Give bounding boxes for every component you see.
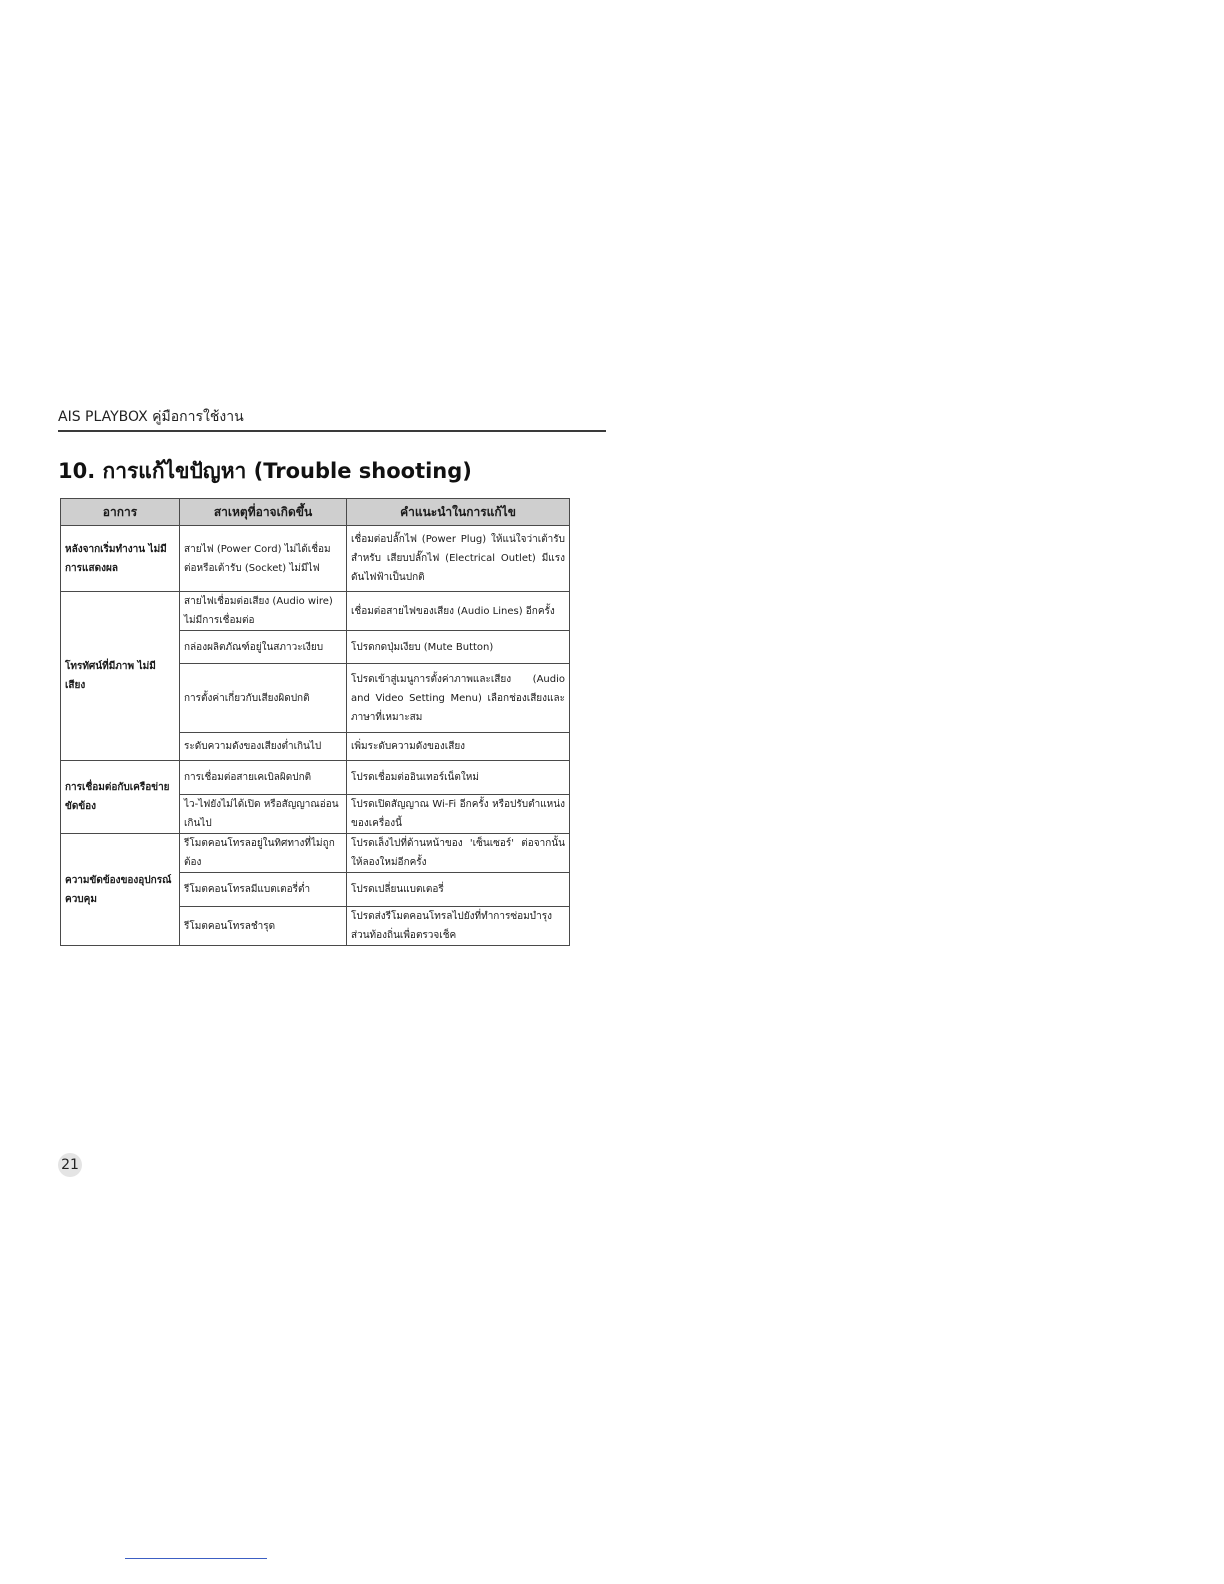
solution-cell: โปรดเชื่อมต่ออินเทอร์เน็ตใหม่ <box>347 761 570 795</box>
cause-cell: การตั้งค่าเกี่ยวกับเสียงผิดปกติ <box>180 664 347 733</box>
solution-cell: เพิ่มระดับความดังของเสียง <box>347 733 570 761</box>
symptom-cell: หลังจากเริ่มทำงาน ไม่มีการแสดงผล <box>61 526 180 592</box>
cause-cell: การเชื่อมต่อสายเคเบิลผิดปกติ <box>180 761 347 795</box>
solution-cell: โปรดเข้าสู่เมนูการตั้งค่าภาพและเสียง (Audio and Video Setting Menu) เลือกช่องเสียงและภาษาที่เหมาะสม <box>347 664 570 733</box>
running-header <box>58 406 606 432</box>
solution-cell: เชื่อมต่อสายไฟของเสียง (Audio Lines) อีกครั้ง <box>347 592 570 631</box>
cause-cell: รีโมตคอนโทรลชำรุด <box>180 907 347 946</box>
cause-cell: รีโมตคอนโทรลมีแบตเตอรี่ต่ำ <box>180 873 347 907</box>
symptom-cell: ความขัดข้องของอุปกรณ์ควบคุม <box>61 834 180 946</box>
cause-cell: สายไฟ (Power Cord) ไม่ได้เชื่อมต่อหรือเต้ารับ (Socket) ไม่มีไฟ <box>180 526 347 592</box>
column-header-symptom: อาการ <box>61 499 180 526</box>
section-title: 10. การแก้ไขปัญหา (Trouble shooting) <box>58 459 472 483</box>
cause-cell: ระดับความดังของเสียงต่ำเกินไป <box>180 733 347 761</box>
cause-cell: ไว-ไฟยังไม่ได้เปิด หรือสัญญาณอ่อนเกินไป <box>180 795 347 834</box>
table-header-row <box>61 499 570 526</box>
column-header-cause: สาเหตุที่อาจเกิดขึ้น <box>180 499 347 526</box>
troubleshooting-table <box>60 498 570 946</box>
column-header-solution: คำแนะนำในการแก้ไข <box>347 499 570 526</box>
table-row <box>61 761 570 795</box>
page-number: 21 <box>58 1153 82 1177</box>
table-row <box>61 834 570 873</box>
symptom-cell: การเชื่อมต่อกับเครือข่ายขัดข้อง <box>61 761 180 834</box>
table-row <box>61 526 570 592</box>
cause-cell: รีโมตคอนโทรลอยู่ในทิศทางที่ไม่ถูกต้อง <box>180 834 347 873</box>
solution-cell: โปรดกดปุ่มเงียบ (Mute Button) <box>347 631 570 664</box>
running-title: AIS PLAYBOX คู่มือการใช้งาน <box>58 409 244 425</box>
cause-cell: กล่องผลิตภัณฑ์อยู่ในสภาวะเงียบ <box>180 631 347 664</box>
cause-cell: สายไฟเชื่อมต่อเสียง (Audio wire) ไม่มีการเชื่อมต่อ <box>180 592 347 631</box>
solution-cell: โปรดเล็งไปที่ด้านหน้าของ 'เซ็นเซอร์' ต่อจากนั้นให้ลองใหม่อีกครั้ง <box>347 834 570 873</box>
symptom-cell: โทรทัศน์ที่มีภาพ ไม่มีเสียง <box>61 592 180 761</box>
solution-cell: โปรดส่งรีโมตคอนโทรลไปยังที่ทำการซ่อมบำรุงส่วนท้องถิ่นเพื่อตรวจเช็ค <box>347 907 570 946</box>
footer-divider <box>125 1558 267 1559</box>
solution-cell: เชื่อมต่อปลั๊กไฟ (Power Plug) ให้แน่ใจว่าเต้ารับสำหรับ เสียบปลั๊กไฟ (Electrical Outlet) มีแรงดันไฟฟ้าเป็นปกติ <box>347 526 570 592</box>
solution-cell: โปรดเปลี่ยนแบตเตอรี่ <box>347 873 570 907</box>
table-row <box>61 592 570 631</box>
solution-cell: โปรดเปิดสัญญาณ Wi-Fi อีกครั้ง หรือปรับตำแหน่งของเครื่องนี้ <box>347 795 570 834</box>
